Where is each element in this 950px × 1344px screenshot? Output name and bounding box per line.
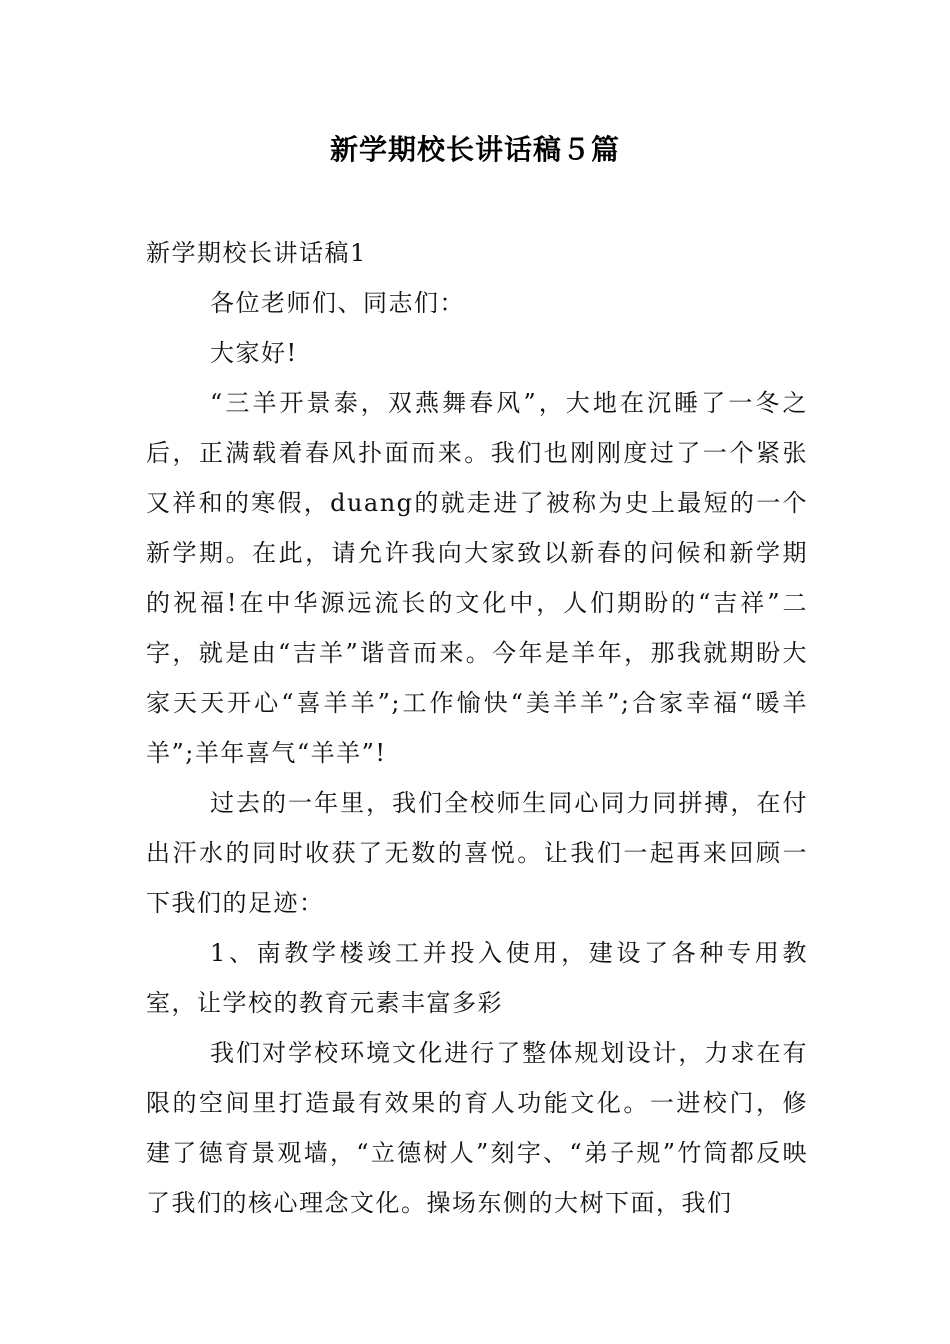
paragraph-environment: 我们对学校环境文化进行了整体规划设计，力求在有限的空间里打造最有效果的育人功能文化。一进校门，修建了德育景观墙，“立德树人”刻字、“弟子规”竹筒都反映了我们的核心理念文化。操场东侧的大树下面，我们	[146, 1039, 808, 1217]
paragraph-item-1: 1、南教学楼竣工并投入使用，建设了各种专用教室，让学校的教育元素丰富多彩	[146, 939, 808, 1017]
salutation: 各位老师们、同志们：	[210, 289, 465, 317]
section-heading: 新学期校长讲话稿1	[146, 239, 367, 267]
paragraph-opening: “三羊开景泰，双燕舞春风”，大地在沉睡了一冬之后，正满载着春风扑面而来。我们也刚刚度过了一个紧张又祥和的寒假，duang的就走进了被称为史上最短的一个新学期。在此，请允许我向大家致以新春的问候和新学期的祝福!在中华源远流长的文化中，人们期盼的“吉祥”二字，就是由“吉羊”谐音而来。今年是羊年，那我就期盼大家天天开心“喜羊羊”;工作愉快“美羊羊”;合家幸福“暖羊羊”;羊年喜气“羊羊”!	[146, 389, 808, 767]
greeting: 大家好!	[210, 339, 298, 367]
document-title: 新学期校长讲话稿５篇	[329, 133, 620, 166]
document-body	[146, 228, 808, 1228]
paragraph-review: 过去的一年里，我们全校师生同心同力同拼搏，在付出汗水的同时收获了无数的喜悦。让我们一起再来回顾一下我们的足迹：	[146, 789, 808, 917]
